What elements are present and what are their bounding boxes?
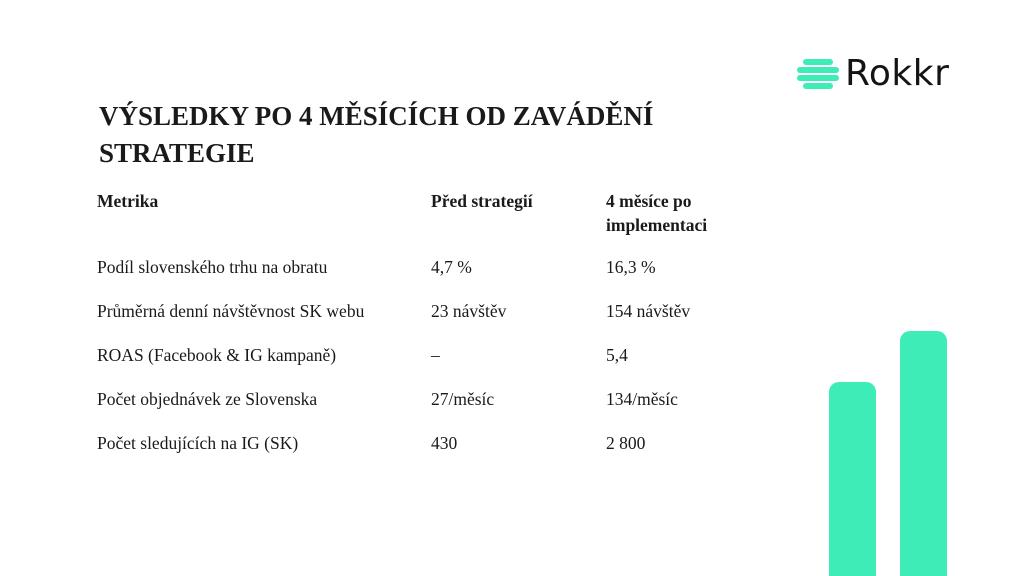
cell-after: 134/měsíc: [606, 389, 678, 409]
table-row: [97, 431, 777, 475]
cell-metric: ROAS (Facebook & IG kampaně): [97, 345, 337, 365]
cell-before: 4,7 %: [431, 257, 472, 277]
brand-logo: [797, 53, 950, 94]
stacked-lines-icon: [797, 58, 839, 90]
cell-metric: Průměrná denní návštěvnost SK webu: [97, 301, 365, 321]
bar-chart-decoration-icon: [829, 331, 949, 576]
cell-before: 23 návštěv: [431, 301, 507, 321]
cell-metric: Počet sledujících na IG (SK): [97, 433, 299, 453]
decorative-bar-tall: [900, 331, 947, 576]
decorative-bar-short: [829, 382, 876, 576]
header-before: Před strategií: [431, 191, 533, 211]
header-metric: Metrika: [97, 191, 159, 211]
results-table: [97, 189, 777, 475]
slide-title: VÝSLEDKY PO 4 MĚSÍCÍCH OD ZAVÁDĚNÍ STRATEGIE: [99, 101, 654, 168]
cell-before: –: [431, 345, 440, 365]
brand-name: Rokkr: [845, 53, 950, 94]
table-header-row: [97, 189, 777, 245]
header-after: 4 měsíce po implementaci: [606, 191, 708, 235]
cell-after: 154 návštěv: [606, 301, 691, 321]
cell-after: 5,4: [606, 345, 628, 365]
table-row: [97, 299, 777, 343]
cell-metric: Podíl slovenského trhu na obratu: [97, 257, 328, 277]
cell-after: 2 800: [606, 433, 646, 453]
cell-before: 430: [431, 433, 458, 453]
cell-before: 27/měsíc: [431, 389, 495, 409]
table-row: [97, 387, 777, 431]
cell-metric: Počet objednávek ze Slovenska: [97, 389, 318, 409]
table-row: [97, 343, 777, 387]
table-row: [97, 255, 777, 299]
cell-after: 16,3 %: [606, 257, 656, 277]
